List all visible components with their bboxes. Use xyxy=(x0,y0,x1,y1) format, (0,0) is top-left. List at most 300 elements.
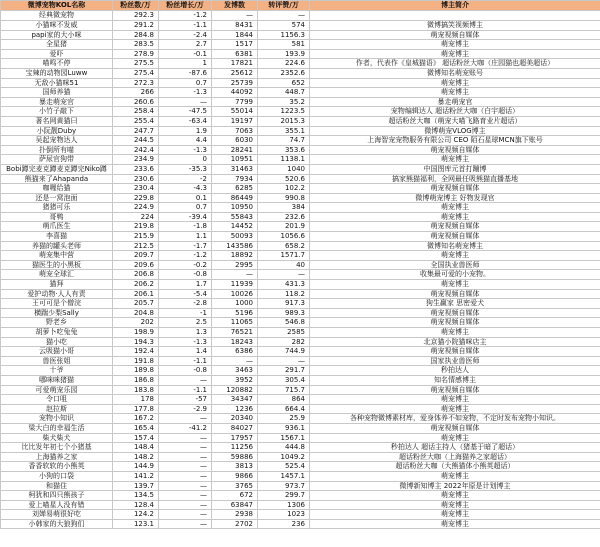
cell-engagement[interactable]: 664.4 xyxy=(258,404,310,414)
cell-follower-growth[interactable]: -41.2 xyxy=(159,423,212,433)
cell-post-count[interactable]: 14452 xyxy=(212,222,258,232)
cell-name[interactable]: 养猫的罐头老师 xyxy=(1,241,113,251)
cell-bio[interactable]: 萌宠博主 xyxy=(310,328,600,338)
cell-follower-growth[interactable]: -1.8 xyxy=(159,222,212,232)
cell-bio[interactable]: 上海智宠宠物服务有限公司 CEO 陌石星球MCN旗下账号 xyxy=(310,136,600,146)
cell-bio[interactable]: 萌宠博主 xyxy=(310,78,600,88)
cell-post-count[interactable]: 2995 xyxy=(212,260,258,270)
cell-follower-growth[interactable]: — xyxy=(159,462,212,472)
cell-engagement[interactable]: — xyxy=(258,11,310,21)
cell-engagement[interactable]: 444.8 xyxy=(258,443,310,453)
cell-bio[interactable]: 狗生赢家 思密爱犬 xyxy=(310,299,600,309)
cell-followers[interactable]: 266 xyxy=(113,88,159,98)
cell-bio[interactable]: 萌宠视频自媒体 xyxy=(310,145,600,155)
cell-bio[interactable]: 作者，代表作《皇城猫语》 超话粉丝大咖（庄园猫也超美超话） xyxy=(310,59,600,69)
cell-followers[interactable]: 292.3 xyxy=(113,11,159,21)
cell-engagement[interactable]: 236 xyxy=(258,519,310,529)
cell-followers[interactable]: 284.8 xyxy=(113,30,159,40)
cell-name[interactable]: 无敌小猫咪51 xyxy=(1,78,113,88)
cell-follower-growth[interactable]: -5.4 xyxy=(159,289,212,299)
cell-name[interactable]: 萌爪医生 xyxy=(1,222,113,232)
cell-followers[interactable]: 139.7 xyxy=(113,481,159,491)
cell-followers[interactable]: 258.4 xyxy=(113,107,159,117)
cell-followers[interactable]: 192.4 xyxy=(113,347,159,357)
cell-engagement[interactable]: 990.8 xyxy=(258,193,310,203)
cell-name[interactable]: 国师养猫 xyxy=(1,88,113,98)
cell-bio[interactable]: 萌宠博主 xyxy=(310,212,600,222)
cell-followers[interactable]: 278.9 xyxy=(113,49,159,59)
cell-followers[interactable]: 247.7 xyxy=(113,126,159,136)
cell-bio[interactable]: 萌宠视频自媒体 xyxy=(310,184,600,194)
cell-followers[interactable]: 224 xyxy=(113,212,159,222)
cell-post-count[interactable]: — xyxy=(212,270,258,280)
cell-follower-growth[interactable]: 0.7 xyxy=(159,78,212,88)
cell-post-count[interactable]: 11939 xyxy=(212,280,258,290)
cell-post-count[interactable]: 11065 xyxy=(212,318,258,328)
cell-follower-growth[interactable]: -4.3 xyxy=(159,184,212,194)
cell-engagement[interactable]: 1571.7 xyxy=(258,251,310,261)
cell-followers[interactable]: 157.4 xyxy=(113,433,159,443)
cell-name[interactable]: 小韩家的大狼狗们 xyxy=(1,519,113,529)
cell-name[interactable]: 横踹少梨Sally xyxy=(1,308,113,318)
cell-post-count[interactable]: 84027 xyxy=(212,423,258,433)
cell-followers[interactable]: 275.5 xyxy=(113,59,159,69)
cell-engagement[interactable]: 353.6 xyxy=(258,145,310,155)
cell-bio[interactable]: 萌宠博主 xyxy=(310,491,600,501)
cell-engagement[interactable]: 1023 xyxy=(258,510,310,520)
cell-engagement[interactable]: 232.6 xyxy=(258,212,310,222)
cell-engagement[interactable]: 1457.1 xyxy=(258,471,310,481)
cell-engagement[interactable]: 1567.1 xyxy=(258,433,310,443)
cell-followers[interactable]: 141.2 xyxy=(113,471,159,481)
cell-engagement[interactable]: 35.2 xyxy=(258,97,310,107)
cell-post-count[interactable]: 6285 xyxy=(212,184,258,194)
cell-followers[interactable]: 134.5 xyxy=(113,491,159,501)
cell-bio[interactable]: 萌宠博主 xyxy=(310,155,600,165)
cell-post-count[interactable]: 63847 xyxy=(212,500,258,510)
cell-bio[interactable]: 萌宠博主 xyxy=(310,471,600,481)
cell-follower-growth[interactable]: — xyxy=(159,491,212,501)
cell-bio[interactable]: 萌宠博主 xyxy=(310,280,600,290)
cell-followers[interactable]: 283.5 xyxy=(113,40,159,50)
cell-follower-growth[interactable]: -1.7 xyxy=(159,241,212,251)
cell-followers[interactable]: 229.8 xyxy=(113,193,159,203)
cell-post-count[interactable]: 6381 xyxy=(212,49,258,59)
cell-bio[interactable] xyxy=(310,11,600,21)
cell-name[interactable]: 胡萝卜吃兔兔 xyxy=(1,328,113,338)
cell-post-count[interactable]: 19197 xyxy=(212,116,258,126)
cell-name[interactable]: 萨尿官狗带 xyxy=(1,155,113,165)
cell-followers[interactable]: 202 xyxy=(113,318,159,328)
cell-follower-growth[interactable]: -1.1 xyxy=(159,21,212,31)
cell-follower-growth[interactable]: -0.8 xyxy=(159,270,212,280)
cell-bio[interactable]: 搞家熊猫福利，全网最任吸熊猫直播基地 xyxy=(310,174,600,184)
cell-post-count[interactable]: 20340 xyxy=(212,414,258,424)
cell-post-count[interactable]: 18892 xyxy=(212,251,258,261)
cell-post-count[interactable]: 11256 xyxy=(212,443,258,453)
cell-follower-growth[interactable]: -57 xyxy=(159,395,212,405)
cell-followers[interactable]: 291.2 xyxy=(113,21,159,31)
cell-bio[interactable]: 超话粉丝大咖（上海猫养之家超话） xyxy=(310,452,600,462)
cell-engagement[interactable]: 2015.3 xyxy=(258,116,310,126)
cell-engagement[interactable]: 715.7 xyxy=(258,385,310,395)
cell-name[interactable]: 爱吓 xyxy=(1,49,113,59)
cell-engagement[interactable]: 201.9 xyxy=(258,222,310,232)
cell-follower-growth[interactable]: 1.1 xyxy=(159,232,212,242)
cell-engagement[interactable]: 448.7 xyxy=(258,88,310,98)
cell-name[interactable]: 爱护动物·人人有责 xyxy=(1,289,113,299)
cell-post-count[interactable]: 8431 xyxy=(212,21,258,31)
cell-post-count[interactable]: 10950 xyxy=(212,203,258,213)
cell-follower-growth[interactable]: -1.2 xyxy=(159,11,212,21)
cell-engagement[interactable]: 431.3 xyxy=(258,280,310,290)
cell-name[interactable]: 咖喱给猫 xyxy=(1,184,113,194)
cell-engagement[interactable]: 25.9 xyxy=(258,414,310,424)
cell-bio[interactable]: 微博搞笑视频博主 xyxy=(310,21,600,31)
cell-bio[interactable]: 知名情感博主 xyxy=(310,375,600,385)
cell-name[interactable]: 吴起宠物达人 xyxy=(1,136,113,146)
cell-follower-growth[interactable]: -35.3 xyxy=(159,164,212,174)
cell-name[interactable]: 喵鸣不停 xyxy=(1,59,113,69)
cell-engagement[interactable]: 193.9 xyxy=(258,49,310,59)
cell-follower-growth[interactable]: — xyxy=(159,510,212,520)
cell-engagement[interactable]: 224.6 xyxy=(258,59,310,69)
cell-follower-growth[interactable]: -47.5 xyxy=(159,107,212,117)
cell-followers[interactable]: 204.8 xyxy=(113,308,159,318)
cell-followers[interactable]: 275.4 xyxy=(113,68,159,78)
cell-followers[interactable]: 234.9 xyxy=(113,155,159,165)
cell-follower-growth[interactable]: -1.2 xyxy=(159,251,212,261)
cell-name[interactable]: 野老乡 xyxy=(1,318,113,328)
cell-post-count[interactable]: 1517 xyxy=(212,40,258,50)
cell-bio[interactable]: 全国执业兽医师 xyxy=(310,260,600,270)
cell-post-count[interactable]: 10951 xyxy=(212,155,258,165)
cell-bio[interactable]: 萌宠视频自媒体 xyxy=(310,289,600,299)
header-follower-growth[interactable]: 粉丝增长/万 xyxy=(159,1,212,11)
cell-followers[interactable]: 144.9 xyxy=(113,462,159,472)
cell-name[interactable]: papi家的大小咪 xyxy=(1,30,113,40)
cell-bio[interactable]: 秒拍达人 超话主持人（猪基于暗了超话） xyxy=(310,443,600,453)
cell-followers[interactable]: 255.4 xyxy=(113,116,159,126)
cell-followers[interactable]: 219.8 xyxy=(113,222,159,232)
cell-engagement[interactable]: 1049.2 xyxy=(258,452,310,462)
cell-name[interactable]: 萌宠集中营 xyxy=(1,251,113,261)
cell-post-count[interactable]: 2702 xyxy=(212,519,258,529)
cell-follower-growth[interactable]: -0.8 xyxy=(159,366,212,376)
cell-followers[interactable]: 194.3 xyxy=(113,337,159,347)
cell-followers[interactable]: 206.2 xyxy=(113,280,159,290)
cell-bio[interactable]: 微博萌宠博主 好物发现官 xyxy=(310,193,600,203)
cell-bio[interactable]: 萌宠视频自媒体 xyxy=(310,423,600,433)
cell-post-count[interactable]: 9866 xyxy=(212,471,258,481)
cell-followers[interactable]: 123.1 xyxy=(113,519,159,529)
cell-follower-growth[interactable]: -39.4 xyxy=(159,212,212,222)
cell-post-count[interactable]: 1844 xyxy=(212,30,258,40)
cell-post-count[interactable]: 59886 xyxy=(212,452,258,462)
cell-name[interactable]: 宝辣的动物园Luww xyxy=(1,68,113,78)
cell-name[interactable]: 赵拉斯 xyxy=(1,404,113,414)
cell-engagement[interactable]: — xyxy=(258,356,310,366)
cell-post-count[interactable]: 44092 xyxy=(212,88,258,98)
cell-name[interactable]: 上海猫养之家 xyxy=(1,452,113,462)
cell-followers[interactable]: 206.8 xyxy=(113,270,159,280)
cell-follower-growth[interactable]: 1 xyxy=(159,59,212,69)
cell-name[interactable]: 和猫住 xyxy=(1,481,113,491)
cell-follower-growth[interactable]: -1.3 xyxy=(159,145,212,155)
cell-follower-growth[interactable]: -63.4 xyxy=(159,116,212,126)
cell-followers[interactable]: 212.5 xyxy=(113,241,159,251)
cell-engagement[interactable]: 1223.5 xyxy=(258,107,310,117)
cell-engagement[interactable]: 1156.3 xyxy=(258,30,310,40)
cell-follower-growth[interactable]: — xyxy=(159,375,212,385)
cell-name[interactable]: 比比发年初七个小猪基 xyxy=(1,443,113,453)
cell-post-count[interactable]: — xyxy=(212,356,258,366)
cell-bio[interactable]: 萌宠视频自媒体 xyxy=(310,385,600,395)
cell-post-count[interactable]: 25739 xyxy=(212,78,258,88)
cell-bio[interactable]: 微博萌宠VLOG博主 xyxy=(310,126,600,136)
cell-bio[interactable]: 中国图库元首打蹦博 xyxy=(310,164,600,174)
cell-name[interactable]: 云吸猫小哥 xyxy=(1,347,113,357)
cell-followers[interactable]: 206.1 xyxy=(113,289,159,299)
cell-engagement[interactable]: 118.2 xyxy=(258,289,310,299)
cell-bio[interactable]: 各种宠物微博素材库，爱身体养不如宠物，不定时发布宠物小知识。 xyxy=(310,414,600,424)
cell-followers[interactable]: 189.8 xyxy=(113,366,159,376)
cell-bio[interactable]: 萌宠视频自媒体 xyxy=(310,232,600,242)
cell-engagement[interactable]: 40 xyxy=(258,260,310,270)
cell-engagement[interactable]: 299.7 xyxy=(258,491,310,501)
cell-followers[interactable]: 186.8 xyxy=(113,375,159,385)
cell-name[interactable]: 令口咀 xyxy=(1,395,113,405)
cell-follower-growth[interactable]: -2 xyxy=(159,174,212,184)
cell-follower-growth[interactable]: 2.7 xyxy=(159,40,212,50)
cell-post-count[interactable]: 7799 xyxy=(212,97,258,107)
cell-bio[interactable]: 萌宠博主 xyxy=(310,500,600,510)
cell-follower-growth[interactable]: 4.4 xyxy=(159,136,212,146)
cell-engagement[interactable]: 74.7 xyxy=(258,136,310,146)
cell-follower-growth[interactable]: — xyxy=(159,433,212,443)
cell-engagement[interactable]: 1056.6 xyxy=(258,232,310,242)
cell-followers[interactable]: 205.7 xyxy=(113,299,159,309)
cell-followers[interactable]: 209.7 xyxy=(113,251,159,261)
cell-followers[interactable]: 198.9 xyxy=(113,328,159,338)
cell-post-count[interactable]: 7934 xyxy=(212,174,258,184)
cell-name[interactable]: 熊猫来了Ahapanda xyxy=(1,174,113,184)
header-post-count[interactable]: 发博数 xyxy=(212,1,258,11)
cell-engagement[interactable]: 102.2 xyxy=(258,184,310,194)
cell-post-count[interactable]: 143586 xyxy=(212,241,258,251)
cell-engagement[interactable]: 973.7 xyxy=(258,481,310,491)
cell-follower-growth[interactable]: -87.6 xyxy=(159,68,212,78)
cell-followers[interactable]: 148.2 xyxy=(113,452,159,462)
cell-followers[interactable]: 124.2 xyxy=(113,510,159,520)
cell-name[interactable]: 刘婵易萌很好吃 xyxy=(1,510,113,520)
cell-post-count[interactable]: 3765 xyxy=(212,481,258,491)
cell-bio[interactable]: 收集最可爱的小宠物。 xyxy=(310,270,600,280)
cell-name[interactable]: Bobi蹲完麦克蹲麦克蹲完Niko蹲 xyxy=(1,164,113,174)
cell-followers[interactable]: 128.4 xyxy=(113,500,159,510)
cell-engagement[interactable]: 520.6 xyxy=(258,174,310,184)
cell-followers[interactable]: 260.6 xyxy=(113,97,159,107)
cell-bio[interactable]: 超话粉丝大咖（萌宠大喵飞路育业片超话） xyxy=(310,116,600,126)
cell-engagement[interactable]: 744.9 xyxy=(258,347,310,357)
cell-post-count[interactable]: 50093 xyxy=(212,232,258,242)
cell-engagement[interactable]: 864 xyxy=(258,395,310,405)
cell-post-count[interactable]: 120882 xyxy=(212,385,258,395)
cell-follower-growth[interactable]: — xyxy=(159,452,212,462)
cell-bio[interactable]: 微博新知博主 2022年原是计划博主 xyxy=(310,481,600,491)
header-name[interactable]: 微博宠物KOL名称 xyxy=(1,1,113,11)
cell-bio[interactable]: 萌宠博主 xyxy=(310,49,600,59)
cell-name[interactable]: 香香软软的小熊英 xyxy=(1,462,113,472)
cell-follower-growth[interactable]: 2.5 xyxy=(159,318,212,328)
cell-engagement[interactable]: 652 xyxy=(258,78,310,88)
cell-name[interactable]: 萌宠全球汇 xyxy=(1,270,113,280)
cell-follower-growth[interactable]: -0.1 xyxy=(159,49,212,59)
cell-engagement[interactable]: 384 xyxy=(258,203,310,213)
cell-name[interactable]: 全星猪 xyxy=(1,40,113,50)
cell-name[interactable]: 柯犹和四只熊孩子 xyxy=(1,491,113,501)
cell-post-count[interactable]: 17821 xyxy=(212,59,258,69)
cell-engagement[interactable]: 291.7 xyxy=(258,366,310,376)
cell-name[interactable]: 著名网黄猫曰 xyxy=(1,116,113,126)
cell-follower-growth[interactable]: -1.1 xyxy=(159,385,212,395)
cell-followers[interactable]: 148.4 xyxy=(113,443,159,453)
cell-name[interactable]: 猫小吃 xyxy=(1,337,113,347)
cell-post-count[interactable]: 2938 xyxy=(212,510,258,520)
cell-bio[interactable]: 萌宠视频自媒体 xyxy=(310,222,600,232)
cell-follower-growth[interactable]: — xyxy=(159,481,212,491)
cell-follower-growth[interactable]: -1 xyxy=(159,308,212,318)
cell-bio[interactable]: 萌宠博主 xyxy=(310,88,600,98)
cell-bio[interactable]: 萌宠博主 xyxy=(310,251,600,261)
cell-follower-growth[interactable]: -2.4 xyxy=(159,30,212,40)
cell-follower-growth[interactable]: — xyxy=(159,471,212,481)
cell-name[interactable]: 李喜猫 xyxy=(1,232,113,242)
cell-follower-growth[interactable]: 0 xyxy=(159,155,212,165)
cell-bio[interactable]: 萌宠视频自媒体 xyxy=(310,308,600,318)
cell-followers[interactable]: 165.4 xyxy=(113,423,159,433)
cell-follower-growth[interactable]: -2.9 xyxy=(159,404,212,414)
cell-follower-growth[interactable]: -1.1 xyxy=(159,356,212,366)
cell-bio[interactable]: 萌宠视频自媒体 xyxy=(310,347,600,357)
cell-post-count[interactable]: — xyxy=(212,11,258,21)
cell-follower-growth[interactable]: -1.3 xyxy=(159,337,212,347)
cell-follower-growth[interactable]: 1.9 xyxy=(159,126,212,136)
cell-engagement[interactable]: 581 xyxy=(258,40,310,50)
cell-bio[interactable]: 暴走萌宠官 xyxy=(310,97,600,107)
cell-followers[interactable]: 167.2 xyxy=(113,414,159,424)
cell-name[interactable]: 兽医张姐 xyxy=(1,356,113,366)
cell-name[interactable]: 经典微宠物 xyxy=(1,11,113,21)
cell-bio[interactable]: 萌宠视频自媒体 xyxy=(310,30,600,40)
cell-name[interactable]: 还是一窝泡面 xyxy=(1,193,113,203)
cell-follower-growth[interactable]: -2.8 xyxy=(159,299,212,309)
cell-engagement[interactable]: 574 xyxy=(258,21,310,31)
cell-bio[interactable]: 萌宠博主 xyxy=(310,510,600,520)
cell-follower-growth[interactable]: 0.1 xyxy=(159,193,212,203)
cell-bio[interactable]: 宠物编辑达人 超话粉丝大咖（白宇超话） xyxy=(310,107,600,117)
cell-followers[interactable]: 209.6 xyxy=(113,260,159,270)
header-engagement[interactable]: 转评赞/万 xyxy=(258,1,310,11)
cell-post-count[interactable]: 5196 xyxy=(212,308,258,318)
cell-post-count[interactable]: 1000 xyxy=(212,299,258,309)
cell-followers[interactable]: 230.6 xyxy=(113,174,159,184)
cell-post-count[interactable]: 7063 xyxy=(212,126,258,136)
cell-engagement[interactable]: 989.3 xyxy=(258,308,310,318)
cell-bio[interactable]: 北京猫小院猫咪店主 xyxy=(310,337,600,347)
cell-name[interactable]: 小猫咪不发威 xyxy=(1,21,113,31)
cell-engagement[interactable]: 1138.1 xyxy=(258,155,310,165)
cell-bio[interactable]: 微博知名萌宠博主 xyxy=(310,241,600,251)
cell-engagement[interactable]: 1306 xyxy=(258,500,310,510)
cell-bio[interactable]: 超话粉丝大咖（大熊猫体小熊英超话） xyxy=(310,462,600,472)
cell-follower-growth[interactable]: 1.4 xyxy=(159,347,212,357)
cell-name[interactable]: 暴走萌宠官 xyxy=(1,97,113,107)
cell-name[interactable]: 哪咪咪猪猫 xyxy=(1,375,113,385)
cell-followers[interactable]: 233.6 xyxy=(113,164,159,174)
cell-post-count[interactable]: 86449 xyxy=(212,193,258,203)
cell-engagement[interactable]: 282 xyxy=(258,337,310,347)
cell-post-count[interactable]: 76521 xyxy=(212,328,258,338)
cell-post-count[interactable]: 55843 xyxy=(212,212,258,222)
cell-followers[interactable]: 178 xyxy=(113,395,159,405)
cell-follower-growth[interactable]: — xyxy=(159,519,212,529)
cell-name[interactable]: 小狗的口袋 xyxy=(1,471,113,481)
cell-followers[interactable]: 191.8 xyxy=(113,356,159,366)
cell-post-count[interactable]: 28241 xyxy=(212,145,258,155)
cell-post-count[interactable]: 25612 xyxy=(212,68,258,78)
cell-post-count[interactable]: 1236 xyxy=(212,404,258,414)
cell-name[interactable]: 爱上喵星人没有错 xyxy=(1,500,113,510)
cell-post-count[interactable]: 3952 xyxy=(212,375,258,385)
cell-engagement[interactable]: 1040 xyxy=(258,164,310,174)
cell-followers[interactable]: 230.4 xyxy=(113,184,159,194)
cell-follower-growth[interactable]: 0.7 xyxy=(159,203,212,213)
cell-post-count[interactable]: 17957 xyxy=(212,433,258,443)
cell-name[interactable]: 猫医生的小黑板 xyxy=(1,260,113,270)
cell-follower-growth[interactable]: — xyxy=(159,97,212,107)
cell-follower-growth[interactable]: — xyxy=(159,500,212,510)
cell-followers[interactable]: 272.3 xyxy=(113,78,159,88)
cell-engagement[interactable]: 2352.6 xyxy=(258,68,310,78)
cell-name[interactable]: 小阮靓Duby xyxy=(1,126,113,136)
cell-followers[interactable]: 183.8 xyxy=(113,385,159,395)
cell-follower-growth[interactable]: -1.3 xyxy=(159,88,212,98)
cell-bio[interactable]: 萌宠博主 xyxy=(310,395,600,405)
cell-name[interactable]: 可爱萌宠乐园 xyxy=(1,385,113,395)
cell-followers[interactable]: 244.5 xyxy=(113,136,159,146)
cell-engagement[interactable]: 936.1 xyxy=(258,423,310,433)
cell-name[interactable]: 猫拜 xyxy=(1,280,113,290)
cell-bio[interactable]: 萌宠博主 xyxy=(310,40,600,50)
cell-bio[interactable]: 国家执业兽医师 xyxy=(310,356,600,366)
cell-bio[interactable]: 微博知名萌宠账号 xyxy=(310,68,600,78)
cell-engagement[interactable]: 917.3 xyxy=(258,299,310,309)
cell-bio[interactable]: 萌宠博主 xyxy=(310,404,600,414)
cell-post-count[interactable]: 6030 xyxy=(212,136,258,146)
cell-post-count[interactable]: 18243 xyxy=(212,337,258,347)
cell-bio[interactable]: 萌宠视频自媒体 xyxy=(310,318,600,328)
cell-name[interactable]: 小竹子敲下 xyxy=(1,107,113,117)
cell-post-count[interactable]: 55014 xyxy=(212,107,258,117)
cell-post-count[interactable]: 6386 xyxy=(212,347,258,357)
cell-name[interactable]: 王可可是个僧浣 xyxy=(1,299,113,309)
cell-follower-growth[interactable]: — xyxy=(159,414,212,424)
cell-post-count[interactable]: 672 xyxy=(212,491,258,501)
header-followers[interactable]: 粉丝数/万 xyxy=(113,1,159,11)
cell-name[interactable]: 梁大白的幸福生活 xyxy=(1,423,113,433)
cell-engagement[interactable]: 2585 xyxy=(258,328,310,338)
